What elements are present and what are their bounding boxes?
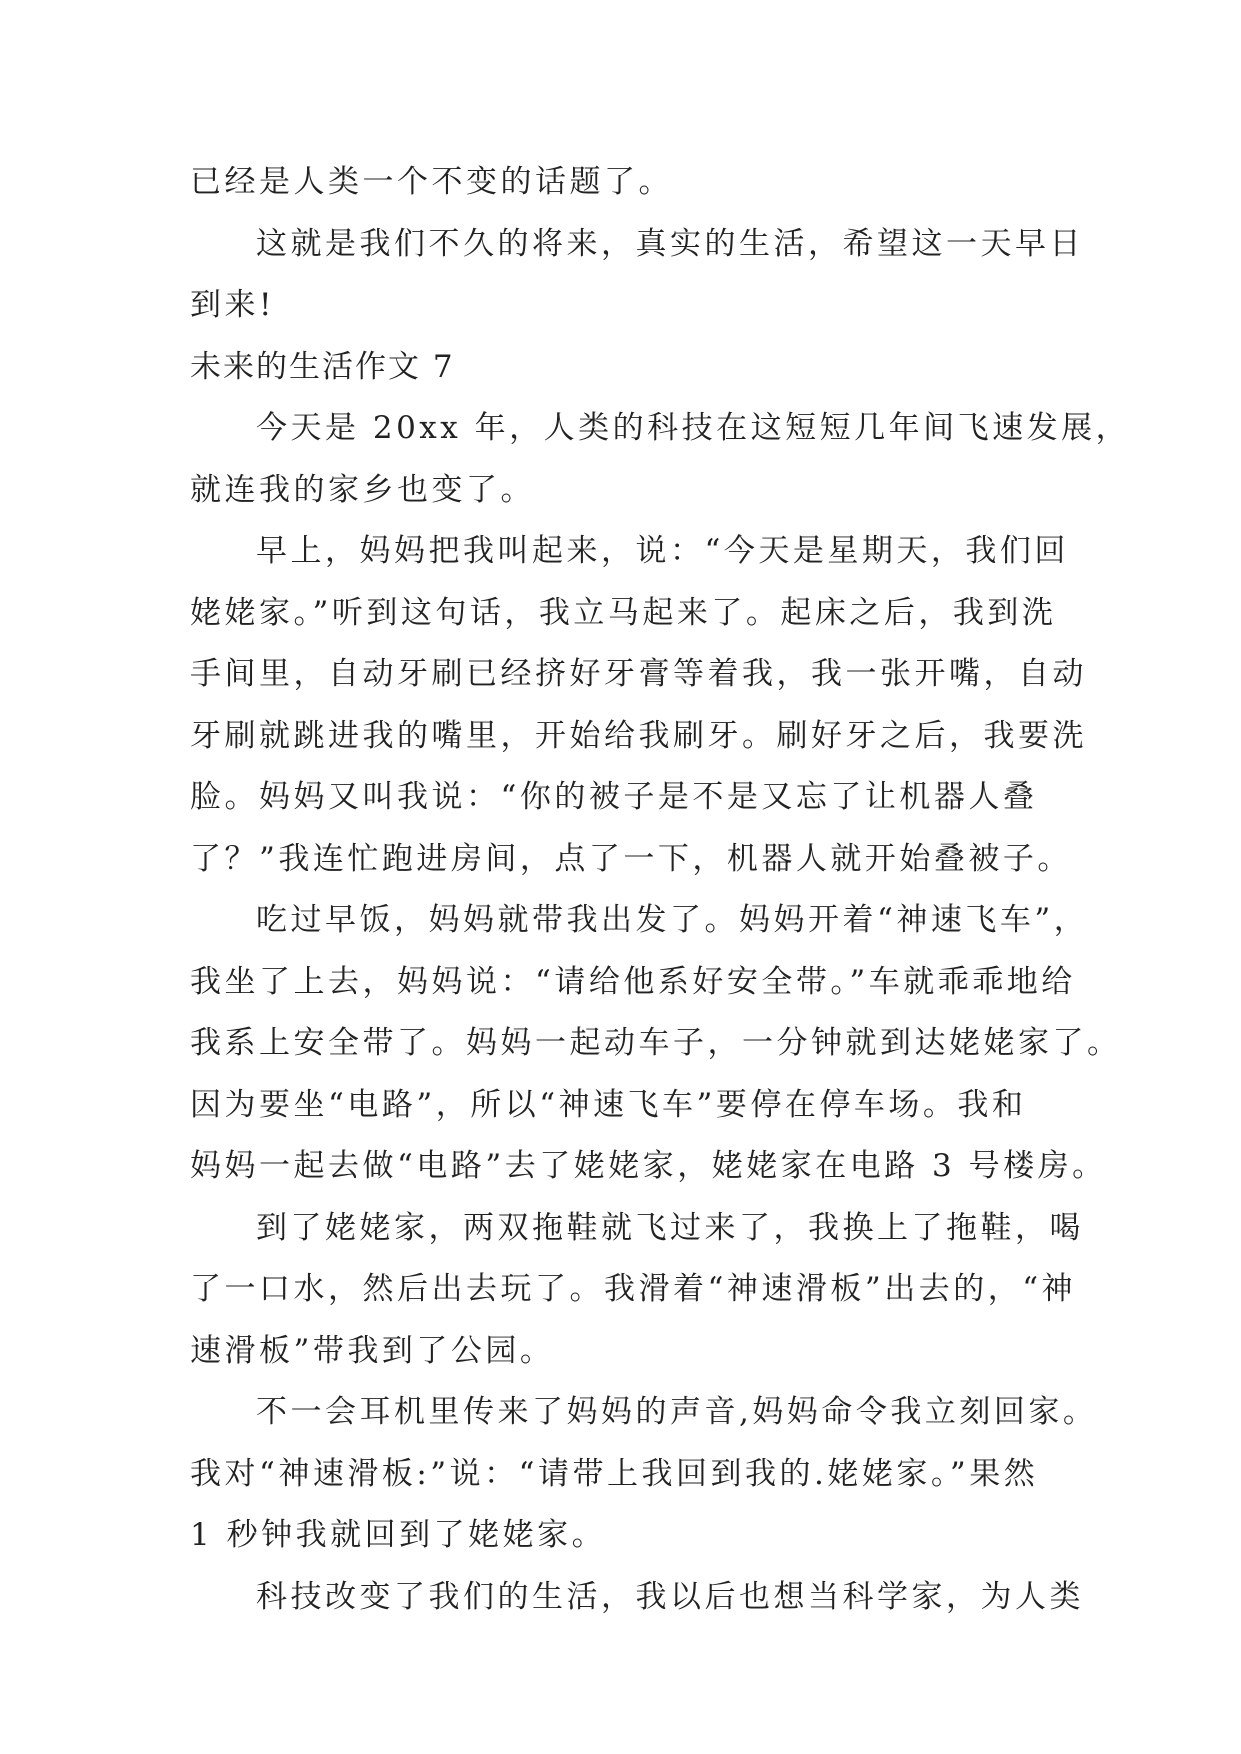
section-heading: 未来的生活作文 7: [190, 348, 455, 385]
paragraph-line: 我系上安全带了。妈妈一起动车子，一分钟就到达姥姥家了。: [190, 1025, 1122, 1061]
paragraph-line: 了一口水，然后出去玩了。我滑着“神速滑板”出去的，“神: [190, 1271, 1077, 1307]
paragraph-line: 手间里，自动牙刷已经挤好牙膏等着我，我一张开嘴，自动: [190, 656, 1087, 692]
paragraph-line: 这就是我们不久的将来，真实的生活，希望这一天早日: [256, 225, 1084, 262]
paragraph-line: 科技改变了我们的生活，我以后也想当科学家，为人类: [256, 1578, 1084, 1615]
paragraph-line: 早上，妈妈把我叫起来，说：“今天是星期天，我们回: [256, 533, 1069, 569]
paragraph-line: 不一会耳机里传来了妈妈的声音,妈妈命令我立刻回家。: [256, 1394, 1098, 1430]
document-body: [190, 152, 1131, 1628]
paragraph-line: 我对“神速滑板:”说：“请带上我回到我的.姥姥家。”果然: [190, 1455, 1039, 1492]
paragraph-line: 就连我的家乡也变了。: [190, 471, 535, 508]
paragraph-line: 到了姥姥家，两双拖鞋就飞过来了，我换上了拖鞋，喝: [256, 1209, 1084, 1246]
paragraph-line: 牙刷就跳进我的嘴里，开始给我刷牙。刷好牙之后，我要洗: [190, 717, 1087, 754]
paragraph-line: 妈妈一起去做“电路”去了姥姥家，姥姥家在电路 3 号楼房。: [190, 1148, 1107, 1184]
paragraph-line: 因为要坐“电路”，所以“神速飞车”要停在停车场。我和: [190, 1086, 1027, 1123]
paragraph-line: 已经是人类一个不变的话题了。: [190, 164, 673, 200]
paragraph-line: 吃过早饭，妈妈就带我出发了。妈妈开着“神速飞车”，: [256, 902, 1089, 938]
paragraph-line: 速滑板”带我到了公园。: [190, 1332, 555, 1369]
paragraph-line: 了？”我连忙跑进房间，点了一下，机器人就开始叠被子。: [190, 840, 1072, 877]
paragraph-line: 1 秒钟我就回到了姥姥家。: [190, 1517, 607, 1553]
paragraph-line: 我坐了上去，妈妈说：“请给他系好安全带。”车就乖乖地给: [190, 963, 1076, 1000]
paragraph-line: 今天是 20xx 年，人类的科技在这短短几年间飞速发展，: [256, 410, 1131, 446]
paragraph-line: 姥姥家。”听到这句话，我立马起来了。起床之后，我到洗: [190, 594, 1057, 631]
paragraph-line: 脸。妈妈又叫我说：“你的被子是不是又忘了让机器人叠: [190, 779, 1038, 815]
paragraph-line: 到来!: [190, 287, 275, 323]
